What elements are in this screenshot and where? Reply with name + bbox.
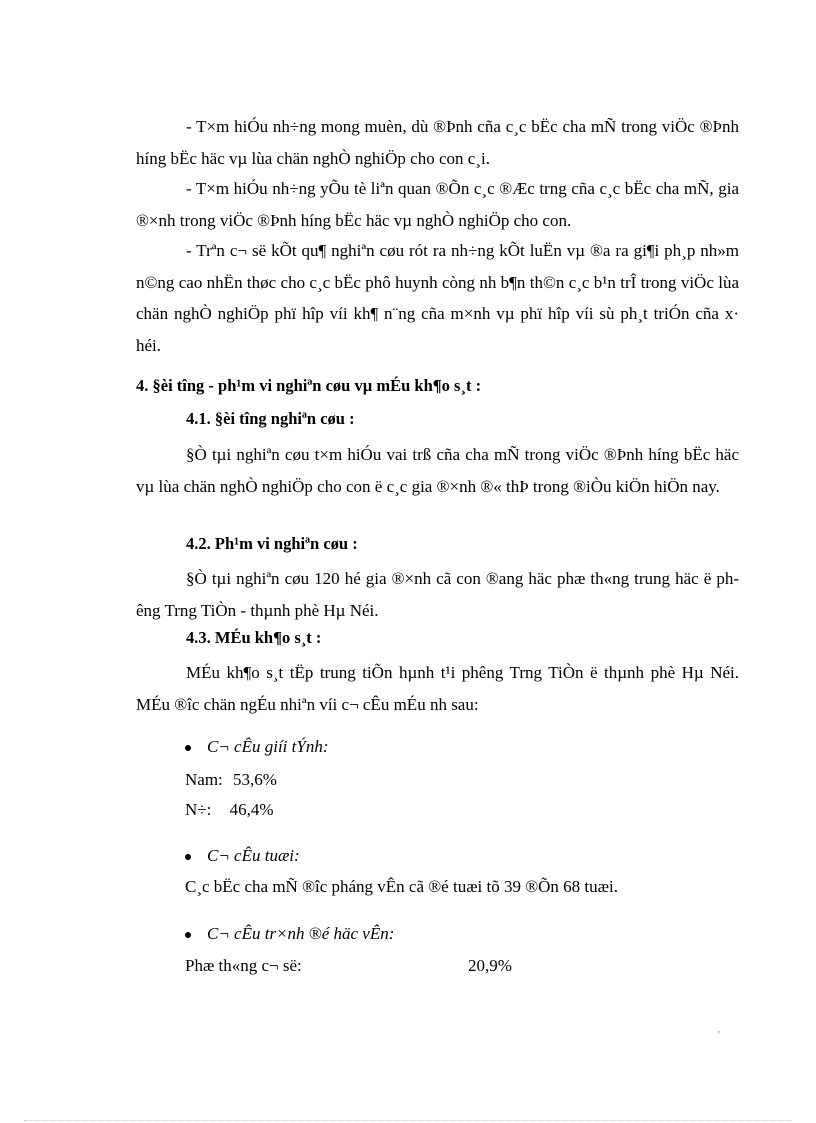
gender-title: C¬ cÊu giíi tÝnh: xyxy=(207,737,329,756)
heading-4-3: 4.3. MÉu kh¶o s¸t : xyxy=(186,628,322,647)
paragraph-objective-2: - T×m hiÓu nh÷ng yÕu tè liªn quan ®Õn c¸c ®Æc trng cña c¸c bËc cha mÑ, gia ®×nh trong viÖc ®Þnh híng bËc häc vµ nghÒ nghiÖp cho con. xyxy=(136,179,739,230)
paragraph-survey-sample: MÉu kh¶o s¸t tËp trung tiÕn hµnh t¹i phêng Trng TiÒn ë thµnh phè Hµ Néi. MÉu ®îc chän ngÉu nhiªn víi c¬ cÊu mÉu nh sau: xyxy=(136,663,739,714)
heading-section-4: 4. §èi tîng - ph¹m vi nghiªn cøu vµ mÉu kh¶o s¸t : xyxy=(136,376,482,395)
bullet-icon xyxy=(185,745,191,751)
gender-row-female xyxy=(185,800,274,820)
bullet-gender-structure xyxy=(185,737,329,757)
paragraph-objective-1: - T×m hiÓu nh÷ng mong muèn, dù ®Þnh cña c¸c bËc cha mÑ trong viÖc ®Þnh híng bËc häc vµ lùa chän nghÒ nghiÖp cho con c¸i. xyxy=(136,117,739,168)
gender-value: 53,6% xyxy=(233,770,277,789)
bullet-education-structure xyxy=(185,924,394,944)
bullet-age-structure xyxy=(185,846,300,866)
age-title: C¬ cÊu tuæi: xyxy=(207,846,300,865)
gender-label: Nam: xyxy=(185,770,223,789)
heading-4-2: 4.2. Ph¹m vi nghiªn cøu : xyxy=(186,534,358,553)
bullet-icon xyxy=(185,854,191,860)
education-row-value: 20,9% xyxy=(468,956,512,975)
page-bottom-divider xyxy=(24,1120,792,1121)
education-title: C¬ cÊu tr×nh ®é häc vÊn: xyxy=(207,924,395,943)
gender-row-male xyxy=(185,770,277,790)
gender-value: 46,4% xyxy=(229,800,274,819)
heading-4-1: 4.1. §èi tîng nghiªn cøu : xyxy=(186,409,355,428)
bullet-icon xyxy=(185,932,191,938)
paragraph-research-scope: §Ò tµi nghiªn cøu 120 hé gia ®×nh cã con ®ang häc phæ th«ng trung häc ë phêng Trng TiÒn - thµnh phè Hµ Néi. xyxy=(136,569,739,620)
paragraph-research-subject: §Ò tµi nghiªn cøu t×m hiÓu vai trß cña cha mÑ trong viÖc ®Þnh híng bËc häc vµ lùa chän nghÒ nghiÖp cho con ë c¸c gia ®×nh ®« thÞ trong ®iÒu kiÖn hiÖn nay. xyxy=(136,445,739,496)
paragraph-objective-3: - Trªn c¬ së kÕt qu¶ nghiªn cøu rót ra nh÷ng kÕt luËn vµ ®a ra gi¶i ph¸p nh»m n©ng cao nhËn thøc cho c¸c bËc phô huynh còng nh b¶n th©n c¸c b¹n trÎ trong viÖc lùa chän nghÒ nghiÖp phï hîp víi kh¶ n¨ng cña m×nh vµ phï hîp víi sù ph¸t triÓn cña x· héi. xyxy=(136,241,739,355)
education-row-label: Phæ th«ng c¬ së: xyxy=(185,956,302,975)
gender-label: N÷: xyxy=(185,800,212,819)
age-description: C¸c bËc cha mÑ ®îc pháng vÊn cã ®é tuæi tõ 39 ®Õn 68 tuæi. xyxy=(185,877,618,896)
page-footer-mark: ' xyxy=(718,1030,720,1041)
